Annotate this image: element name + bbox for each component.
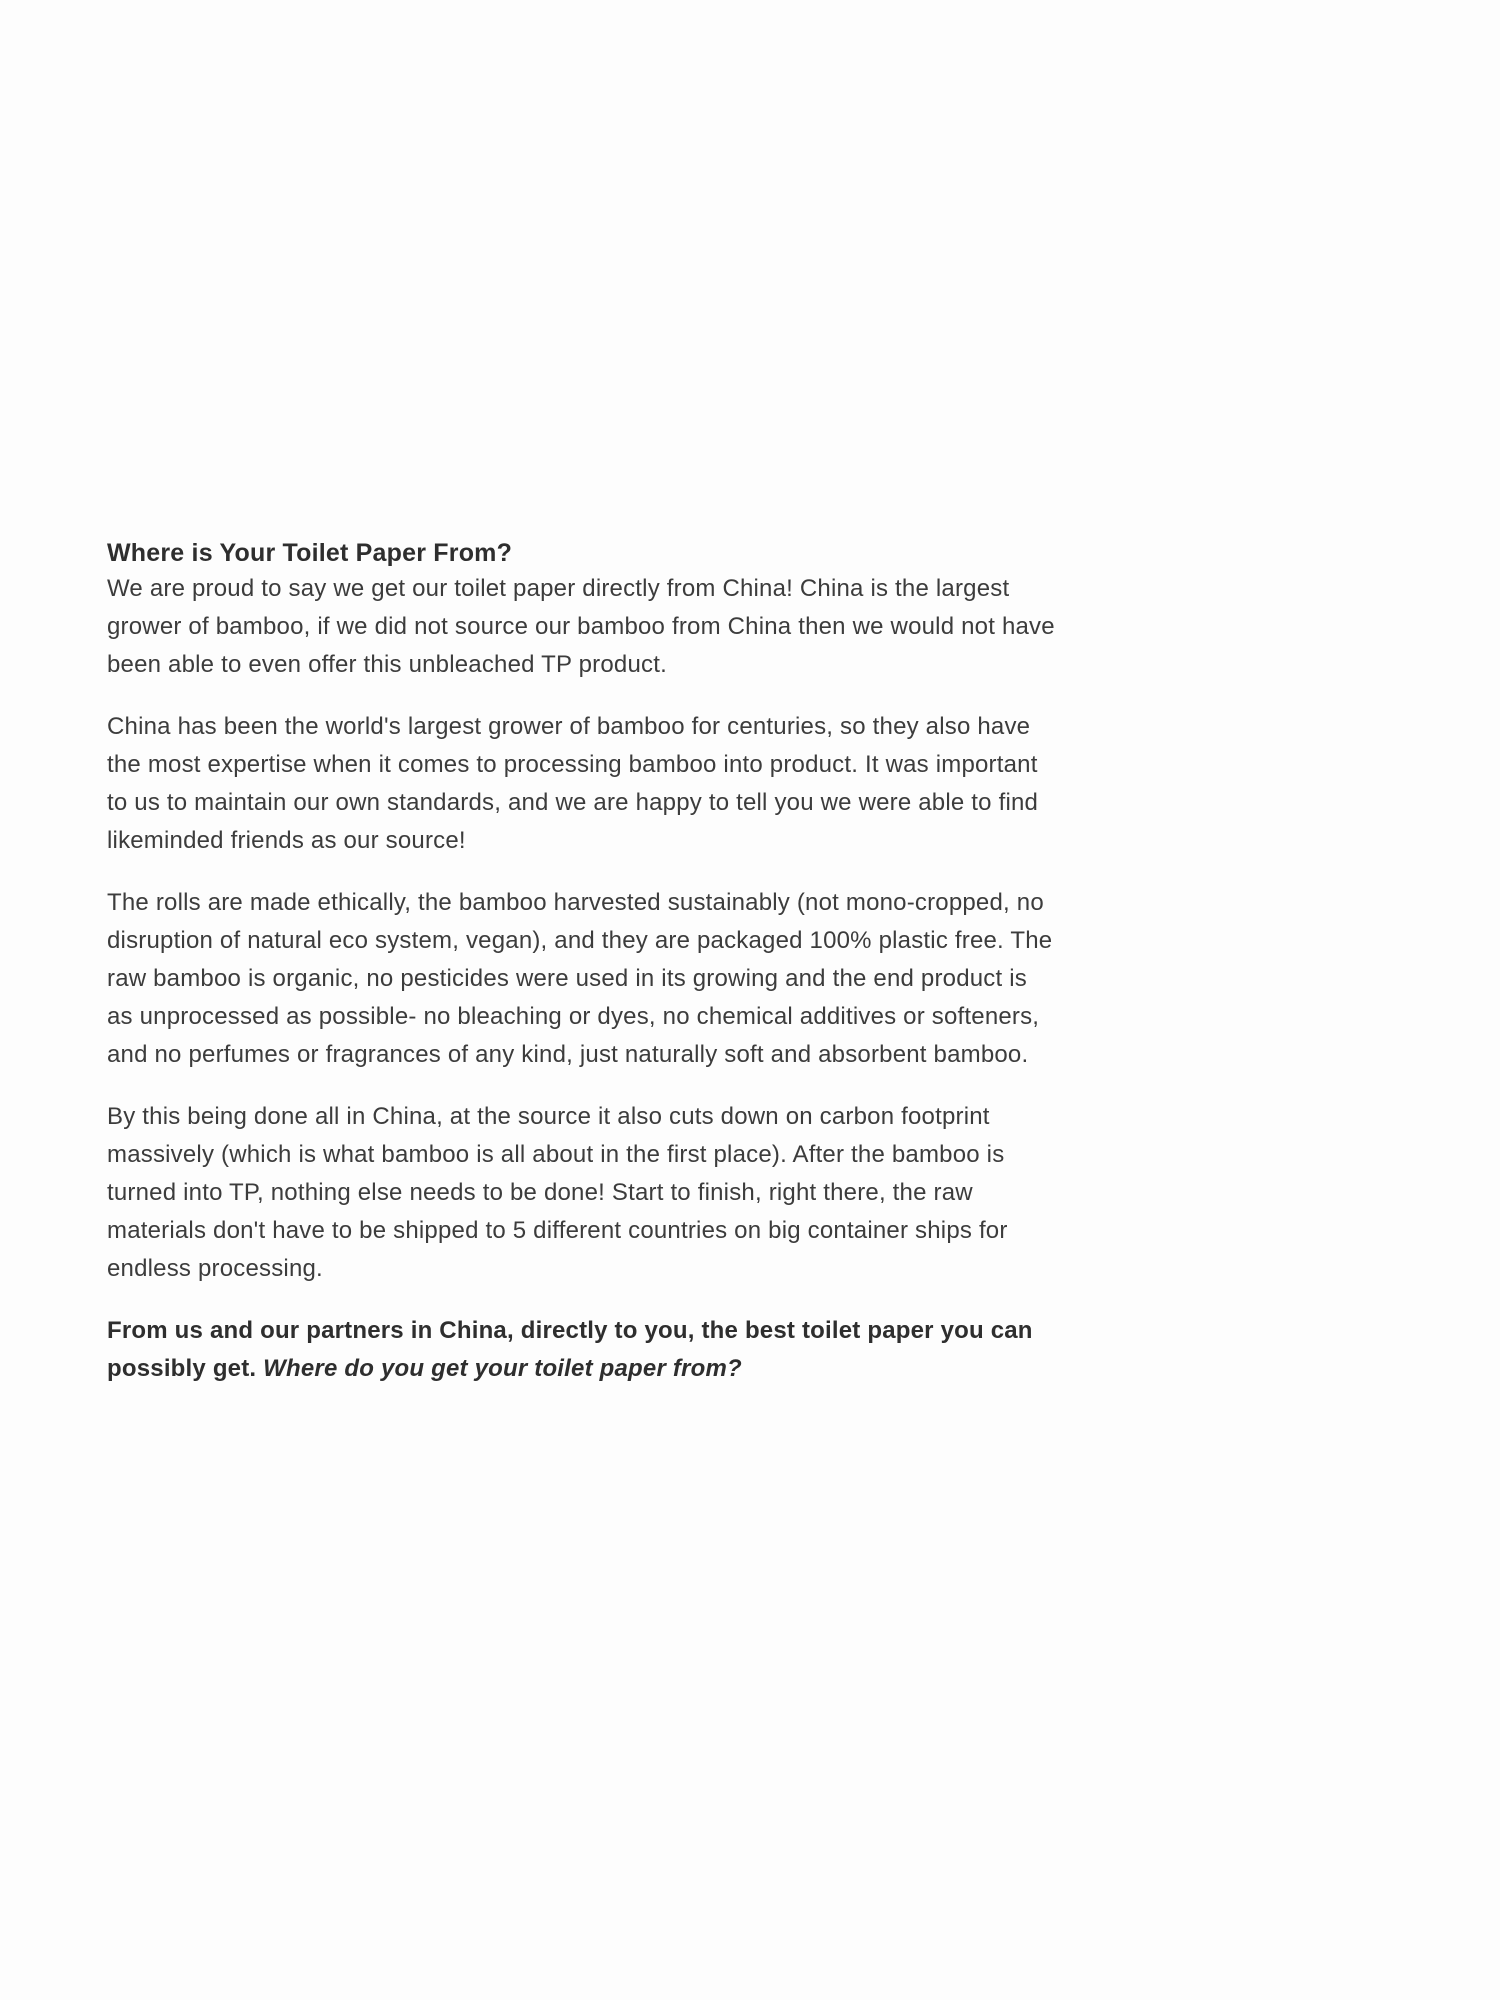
section-heading: Where is Your Toilet Paper From? <box>107 539 513 567</box>
article <box>107 536 1059 1388</box>
closing-question: Where do you get your toilet paper from? <box>263 1355 742 1382</box>
paragraph-expertise: China has been the world's largest grower of bamboo for centuries, so they also have the most expertise when it comes to processing bamboo into product. It was important to us to maintain our own standards, and we are happy to tell you we were able to find likeminded friends as our source! <box>107 713 1039 854</box>
closing-paragraph <box>107 1312 1059 1388</box>
paragraph-sourcing: We are proud to say we get our toilet paper directly from China! China is the largest grower of bamboo, if we did not source our bamboo from China then we would not have been able to even offer this unbleached TP product. <box>107 575 1055 678</box>
paragraph-carbon-footprint: By this being done all in China, at the source it also cuts down on carbon footprint massively (which is what bamboo is all about in the first place). After the bamboo is turned into TP, nothing else needs to be done! Start to finish, right there, the raw materials don't have to be shipped to 5 different countries on big container ships for endless processing. <box>107 1103 1008 1282</box>
closing-statement: From us and our partners in China, directly to you, the best toilet paper you can possibly get. <box>107 1317 1033 1382</box>
paragraph-ethics: The rolls are made ethically, the bamboo harvested sustainably (not mono-cropped, no disruption of natural eco system, vegan), and they are packaged 100% plastic free. The raw bamboo is organic, no pesticides were used in its growing and the end product is as unprocessed as possible- no bleaching or dyes, no chemical additives or softeners, and no perfumes or fragrances of any kind, just naturally soft and absorbent bamboo. <box>107 889 1053 1068</box>
